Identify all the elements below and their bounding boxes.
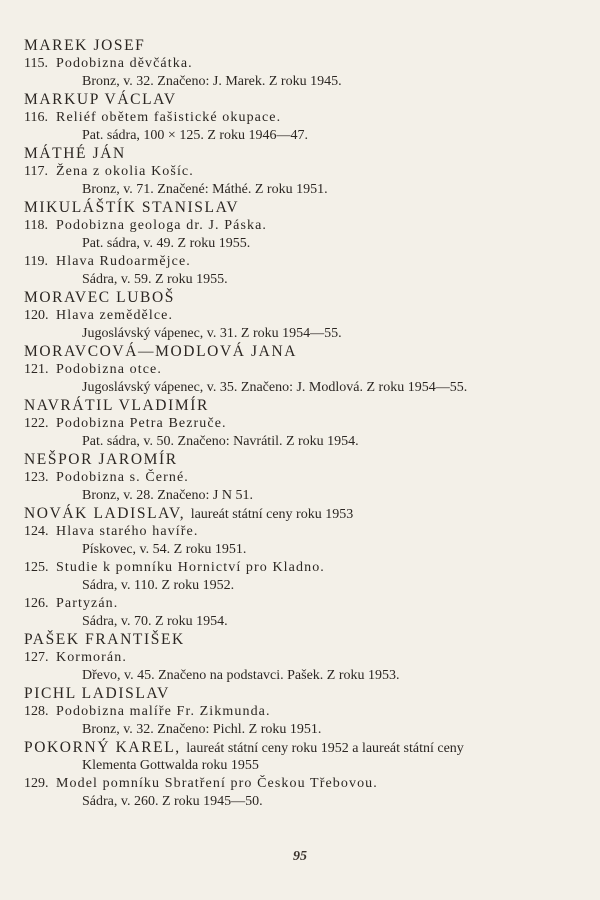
entry-number: 115. [24,56,48,71]
artist-section [24,631,576,685]
artist-section [24,343,576,397]
entry-title: Reliéf obětem fašistické okupace. [56,110,282,125]
artist-name: POKORNÝ KAREL, [24,739,181,756]
artist-heading [24,37,576,55]
artist-section [24,289,576,343]
entry-description: Bronz, v. 71. Značené: Máthé. Z roku 1951. [82,182,328,197]
artist-section [24,685,576,739]
artist-heading [24,685,576,703]
artist-section [24,145,576,199]
artist-heading [24,145,576,163]
entry-number: 120. [24,308,49,323]
entry-description: Pat. sádra, 100 × 125. Z roku 1946—47. [82,128,309,143]
entry-description: Dřevo, v. 45. Značeno na podstavci. Pašek. Z roku 1953. [82,668,400,683]
entry-number: 122. [24,416,49,431]
entry-title-line [24,595,576,613]
entry-title: Hlava Rudoarmějce. [56,254,191,269]
artist-name: MIKULÁŠTÍK STANISLAV [24,199,240,216]
artist-section [24,199,576,289]
artist-name: PICHL LADISLAV [24,685,170,702]
artist-name: MAREK JOSEF [24,37,146,54]
entry-number: 123. [24,470,49,485]
entry-description: Bronz, v. 32. Značeno: J. Marek. Z roku 1945. [82,74,342,89]
entry-title: Žena z okolia Košíc. [56,164,194,179]
artist-heading [24,739,576,757]
entry-title-line [24,469,576,487]
entry-description: Sádra, v. 260. Z roku 1945—50. [82,794,263,809]
entry-description: Sádra, v. 59. Z roku 1955. [82,272,228,287]
entry-description: Jugoslávský vápenec, v. 35. Značeno: J. Modlová. Z roku 1954—55. [82,380,468,395]
artist-award-note: laureát státní ceny roku 1953 [190,507,354,522]
entry-title-line [24,109,576,127]
artist-name: MÁTHÉ JÁN [24,145,126,162]
entry-title: Model pomníku Sbratření pro Českou Třebovou. [56,776,378,791]
entry-number: 118. [24,218,48,233]
entry-title: Kormorán. [56,650,127,665]
artist-name: MARKUP VÁCLAV [24,91,177,108]
entry-title: Hlava zemědělce. [56,308,174,323]
entry-description: Pískovec, v. 54. Z roku 1951. [82,542,247,557]
artist-name: NEŠPOR JAROMÍR [24,451,178,468]
artist-heading [24,451,576,469]
entry-description: Sádra, v. 110. Z roku 1952. [82,578,235,593]
entry-title: Studie k pomníku Hornictví pro Kladno. [56,560,325,575]
entry-number: 119. [24,254,48,269]
artist-heading [24,505,576,523]
entry-title-line [24,163,576,181]
artist-section [24,505,576,631]
artist-name: MORAVEC LUBOŠ [24,289,175,306]
artist-award-note-continued: Klementa Gottwalda roku 1955 [82,758,259,773]
entry-title-line [24,649,576,667]
entry-title: Podobizna otce. [56,362,162,377]
artist-section [24,91,576,145]
artist-section [24,37,576,91]
catalog-content [24,37,576,811]
entry-description: Bronz, v. 28. Značeno: J N 51. [82,488,253,503]
artist-heading [24,397,576,415]
artist-name: NOVÁK LADISLAV, [24,505,186,522]
artist-heading [24,289,576,307]
artist-heading [24,91,576,109]
artist-heading [24,343,576,361]
entry-description: Sádra, v. 70. Z roku 1954. [82,614,228,629]
entry-number: 126. [24,596,49,611]
entry-number: 116. [24,110,48,125]
page-number: 95 [293,849,307,864]
entry-title-line [24,703,576,721]
artist-section [24,451,576,505]
artist-heading [24,199,576,217]
entry-description: Bronz, v. 32. Značeno: Pichl. Z roku 1951. [82,722,322,737]
entry-title-line [24,217,576,235]
entry-title: Podobizna malíře Fr. Zikmunda. [56,704,271,719]
entry-number: 125. [24,560,49,575]
entry-title: Podobizna Petra Bezruče. [56,416,227,431]
entry-title: Partyzán. [56,596,119,611]
entry-title: Podobizna geologa dr. J. Páska. [56,218,268,233]
entry-description: Jugoslávský vápenec, v. 31. Z roku 1954—55. [82,326,342,341]
entry-title-line [24,55,576,73]
entry-number: 121. [24,362,49,377]
artist-section [24,739,576,811]
entry-number: 128. [24,704,49,719]
entry-number: 127. [24,650,49,665]
artist-name: MORAVCOVÁ—MODLOVÁ JANA [24,343,298,360]
artist-heading [24,631,576,649]
entry-title: Podobizna s. Černé. [56,470,189,485]
artist-section [24,397,576,451]
entry-title-line [24,775,576,793]
entry-title: Hlava starého havíře. [56,524,199,539]
entry-title: Podobizna děvčátka. [56,56,193,71]
artist-name: PAŠEK FRANTIŠEK [24,631,185,648]
entry-title-line [24,361,576,379]
entry-title-line [24,307,576,325]
entry-title-line [24,253,576,271]
entry-title-line [24,559,576,577]
entry-description: Pat. sádra, v. 50. Značeno: Navrátil. Z roku 1954. [82,434,359,449]
artist-award-note: laureát státní ceny roku 1952 a laureát státní ceny [186,741,464,756]
entry-title-line [24,415,576,433]
artist-name: NAVRÁTIL VLADIMÍR [24,397,209,414]
entry-number: 129. [24,776,49,791]
entry-number: 117. [24,164,48,179]
entry-number: 124. [24,524,49,539]
entry-title-line [24,523,576,541]
entry-description: Pat. sádra, v. 49. Z roku 1955. [82,236,251,251]
